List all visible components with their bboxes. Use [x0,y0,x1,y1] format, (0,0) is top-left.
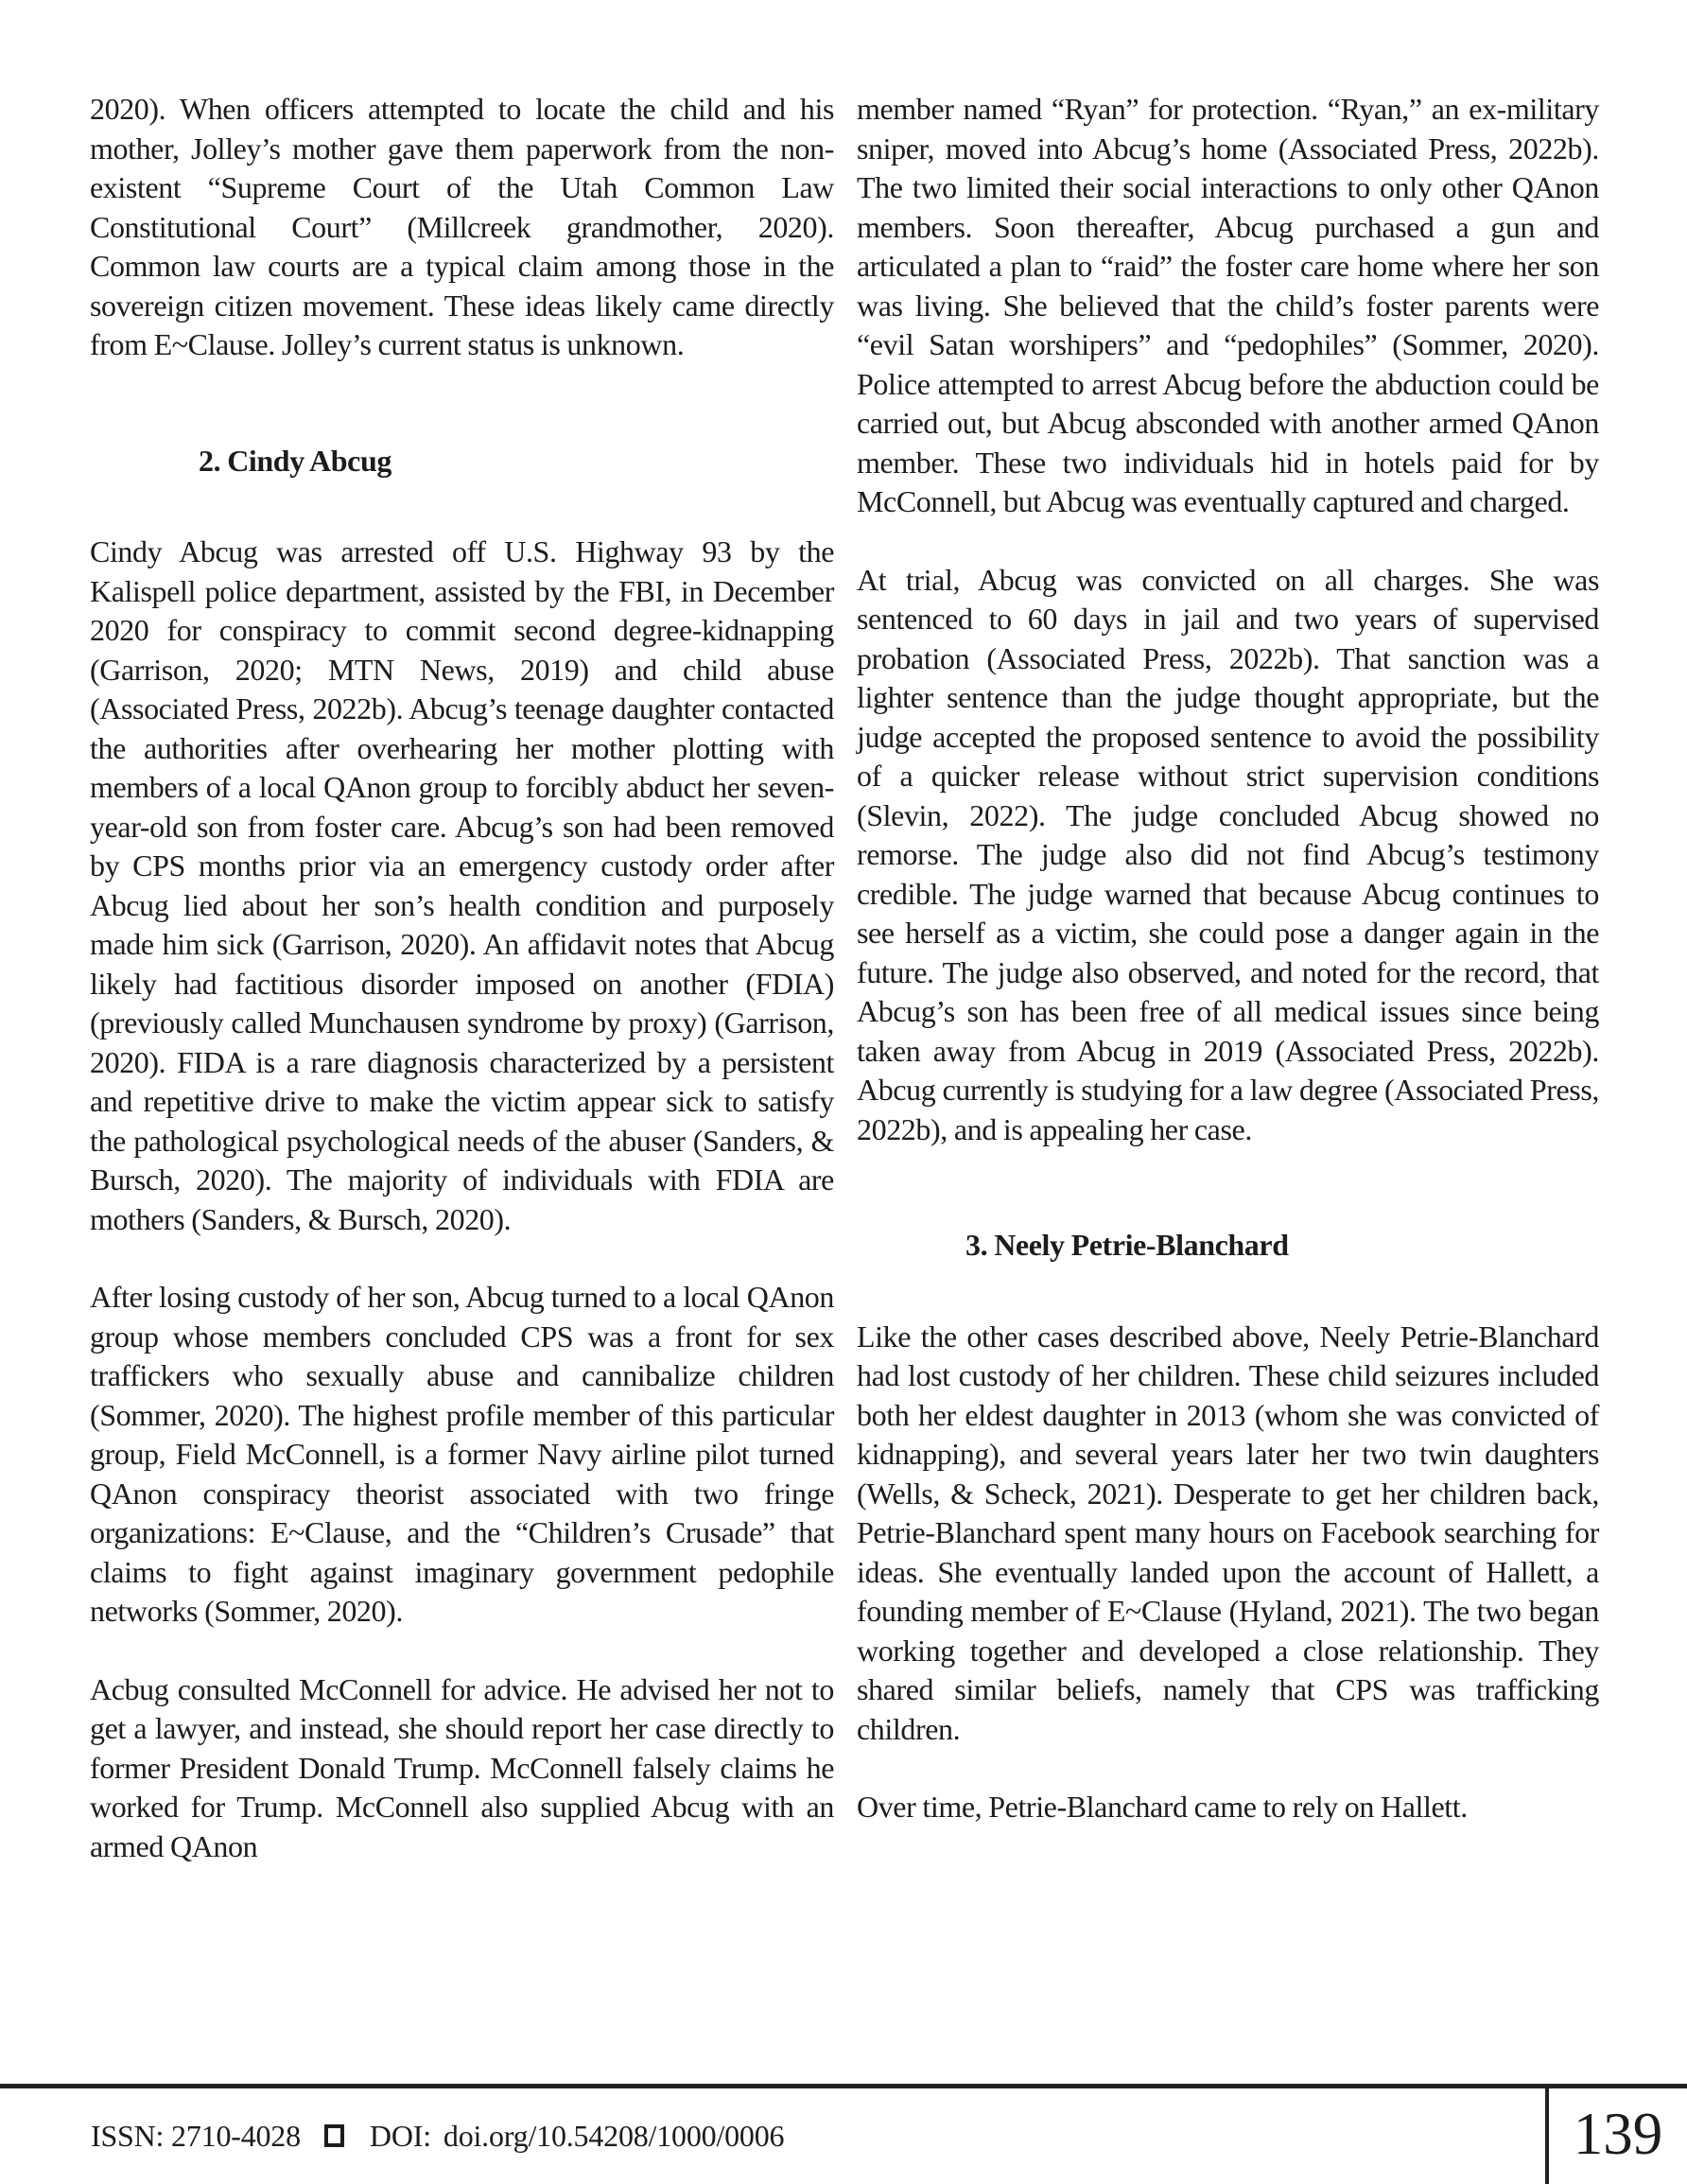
paragraph-abcug-qanon-group: After losing custody of her son, Abcug turned to a local QAnon group whose members concluded CPS was a front for sex traffickers who sexually abuse and cannibalize children (Sommer, 2020). The highest profile member of this particular group, Field McConnell, is a former Navy airline pilot turned QAnon conspiracy theorist associated with two fringe organizations: E~Clause, and the “Children’s Crusade” that claims to fight against imaginary government pedophile networks (Sommer, 2020). [90,1280,834,1628]
doi-label: DOI: [369,2119,431,2153]
doi-value: doi.org/10.54208/1000/0006 [443,2119,785,2153]
paragraph-petrie-blanchard-custody: Like the other cases described above, Neely Petrie-Blanchard had lost custody of her children. These child seizures included both her eldest daughter in 2013 (whom she was convicted of kidnapping), and several years later her two twin daughters (Wells, & Scheck, 2021). Desperate to get her children back, Petrie-Blanchard spent many hours on Facebook searching for ideas. She eventually landed upon the account of Hallett, a founding member of E~Clause (Hyland, 2021). The two began working together and developed a close relationship. They shared similar beliefs, namely that CPS was trafficking children. [857,1319,1599,1746]
left-text-column [90,90,834,1905]
paragraph-petrie-blanchard-hallett: Over time, Petrie-Blanchard came to rely on Hallett. [857,1790,1468,1824]
paragraph-ryan-protection: member named “Ryan” for protection. “Ryan,” an ex-military sniper, moved into Abcug’s home (Associated Press, 2022b). The two limited their social interactions to only other QAnon members. Soon thereafter, Abcug purchased a gun and articulated a plan to “raid” the foster care home where her son was living. She believed that the child’s foster parents were “evil Satan worshipers” and “pedophiles” (Sommer, 2020). Police attempted to arrest Abcug before the abduction could be carried out, but Abcug absconded with another armed QAnon member. These two individuals hid in hotels paid for by McConnell, but Abcug was eventually captured and charged. [857,92,1599,518]
paragraph-abcug-trial: At trial, Abcug was convicted on all charges. She was sentenced to 60 days in jail and two years of supervised probation (Associated Press, 2022b). That sanction was a lighter sentence than the judge thought appropriate, but the judge accepted the proposed sentence to avoid the possibility of a quicker release without strict supervision conditions (Slevin, 2022). The judge concluded Abcug showed no remorse. The judge also did not find Abcug’s testimony credible. The judge warned that because Abcug continues to see herself as a victim, she could pose a danger again in the future. The judge also observed, and noted for the record, that Abcug’s son has been free of all medical issues since being taken away from Abcug in 2019 (Associated Press, 2022b). Abcug currently is studying for a law degree (Associated Press, 2022b), and is appealing her case. [857,562,1599,1146]
paragraph-abcug-mcconnell-advice: Acbug consulted McConnell for advice. He advised her not to get a lawyer, and instead, she should report her case directly to former President Donald Trump. McConnell falsely claims he worked for Trump. McConnell also supplied Abcug with an armed QAnon [90,1671,834,1863]
square-bullet-icon [324,2124,344,2147]
section-heading-cindy-abcug: 2. Cindy Abcug [199,443,391,478]
right-text-column [857,90,1599,1866]
footer-rule [0,2084,1687,2088]
paragraph-jolley-conclusion: 2020). When officers attempted to locate the child and his mother, Jolley’s mother gave them paperwork from the non-existent “Supreme Court of the Utah Common Law Constitutional Court” (Millcreek grandmother, 2020). Common law courts are a typical claim among those in the sovereign citizen movement. These ideas likely came directly from E~Clause. Jolley’s current status is unknown. [90,92,834,361]
page-number: 139 [1573,2100,1663,2167]
section-heading-neely-petrie-blanchard: 3. Neely Petrie-Blanchard [965,1228,1289,1262]
paragraph-abcug-arrest: Cindy Abcug was arrested off U.S. Highway 93 by the Kalispell police department, assisted by the FBI, in December 2020 for conspiracy to commit second degree-kidnapping (Garrison, 2020; MTN News, 2019) and child abuse (Associated Press, 2022b). Abcug’s teenage daughter contacted the authorities after overhearing her mother plotting with members of a local QAnon group to forcibly abduct her seven-year-old son from foster care. Abcug’s son had been removed by CPS months prior via an emergency custody order after Abcug lied about her son’s health condition and purposely made him sick (Garrison, 2020). An affidavit notes that Abcug likely had factitious disorder imposed on another (FDIA) (previously called Munchausen syndrome by proxy) (Garrison, 2020). FIDA is a rare diagnosis characterized by a persistent and repetitive drive to make the victim appear sick to satisfy the pathological psychological needs of the abuser (Sanders, & Bursch, 2020). The majority of individuals with FDIA are mothers (Sanders, & Bursch, 2020). [90,534,834,1236]
footer-meta [91,2117,784,2155]
issn-text: ISSN: 2710-4028 [91,2119,301,2153]
